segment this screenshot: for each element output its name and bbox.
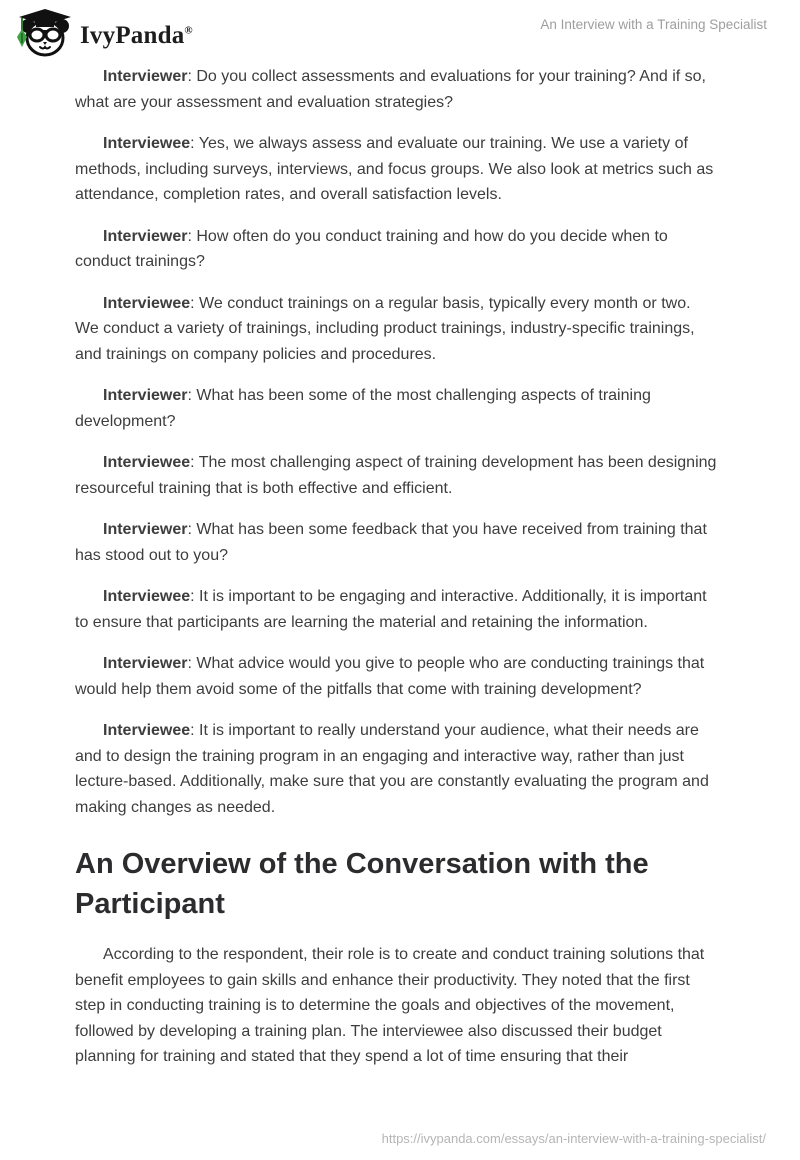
dialogue-paragraph [75,224,718,275]
brand-name-text: IvyPanda [80,21,185,49]
panda-graduation-cap-icon [14,8,74,63]
dialogue-text: : The most challenging aspect of training development has been designing resourceful training that is both effective and efficient. [75,454,717,497]
section-heading: An Overview of the Conversation with the Participant [75,848,649,920]
dialogue-text: : It is important to be engaging and interactive. Additionally, it is important to ensure that participants are learning the material and retaining the information. [75,588,707,631]
dialogue-paragraph [75,291,718,368]
page-footer [382,1131,766,1146]
dialogue-paragraph [75,64,718,115]
speaker-label: Interviewee [103,722,191,739]
dialogue-paragraph [75,517,718,568]
document-title: An Interview with a Training Specialist [540,17,767,32]
brand-name [80,22,193,50]
speaker-label: Interviewee [103,294,191,312]
speaker-label: Interviewer [103,655,188,672]
speaker-label: Interviewee [103,588,191,605]
dialogue-text: : What advice would you give to people who are conducting trainings that would help them avoid some of the pitfalls that come with training development? [75,655,705,698]
dialogue-text: : It is important to really understand your audience, what their needs are and to design the training program in an engaging and interactive way, rather than just lecture-based. Additionally, make sure that you are constantly evaluating the program and making changes as needed. [75,722,709,816]
ivypanda-logo [14,8,193,63]
dialogue-paragraph [75,718,718,820]
page-header [14,8,767,63]
dialogue-paragraph [75,584,718,635]
dialogue-text: : What has been some feedback that you have received from training that has stood out to you? [75,521,707,564]
dialogue-paragraph [75,651,718,702]
dialogue-text: : Yes, we always assess and evaluate our training. We use a variety of methods, including surveys, interviews, and focus groups. We also look at metrics such as attendance, completion rates, and overall satisfaction levels. [75,135,714,203]
dialogue-text: : We conduct trainings on a regular basis, typically every month or two. We conduct a variety of trainings, including product trainings, industry-specific trainings, and trainings on company policies and procedures. [75,294,695,363]
speaker-label: Interviewer [103,227,188,245]
dialogue-paragraph [75,131,718,208]
speaker-label: Interviewer [103,521,188,538]
speaker-label: Interviewee [103,454,191,471]
dialogue-text: : Do you collect assessments and evaluations for your training? And if so, what are your assessment and evaluation strategies? [75,68,706,111]
dialogue-text: : What has been some of the most challenging aspects of training development? [75,387,651,430]
registered-trademark: ® [184,24,193,37]
dialogue-paragraph [75,450,718,501]
overview-paragraph: According to the respondent, their role is to create and conduct training solutions that benefit employees to gain skills and enhance their productivity. They noted that the first step in conducting training is to determine the goals and objectives of the movement, followed by developing a training plan. The interviewee also discussed their budget planning for training and stated that they spend a lot of time ensuring that their [75,946,705,1065]
speaker-label: Interviewee [103,135,191,152]
source-url-link[interactable]: https://ivypanda.com/essays/an-interview-with-a-training-specialist/ [381,1131,766,1146]
dialogue-text: : How often do you conduct training and how do you decide when to conduct trainings? [75,227,668,270]
speaker-label: Interviewer [103,387,188,404]
speaker-label: Interviewer [103,68,188,85]
article-content [75,64,718,1086]
dialogue-paragraph [75,383,718,434]
